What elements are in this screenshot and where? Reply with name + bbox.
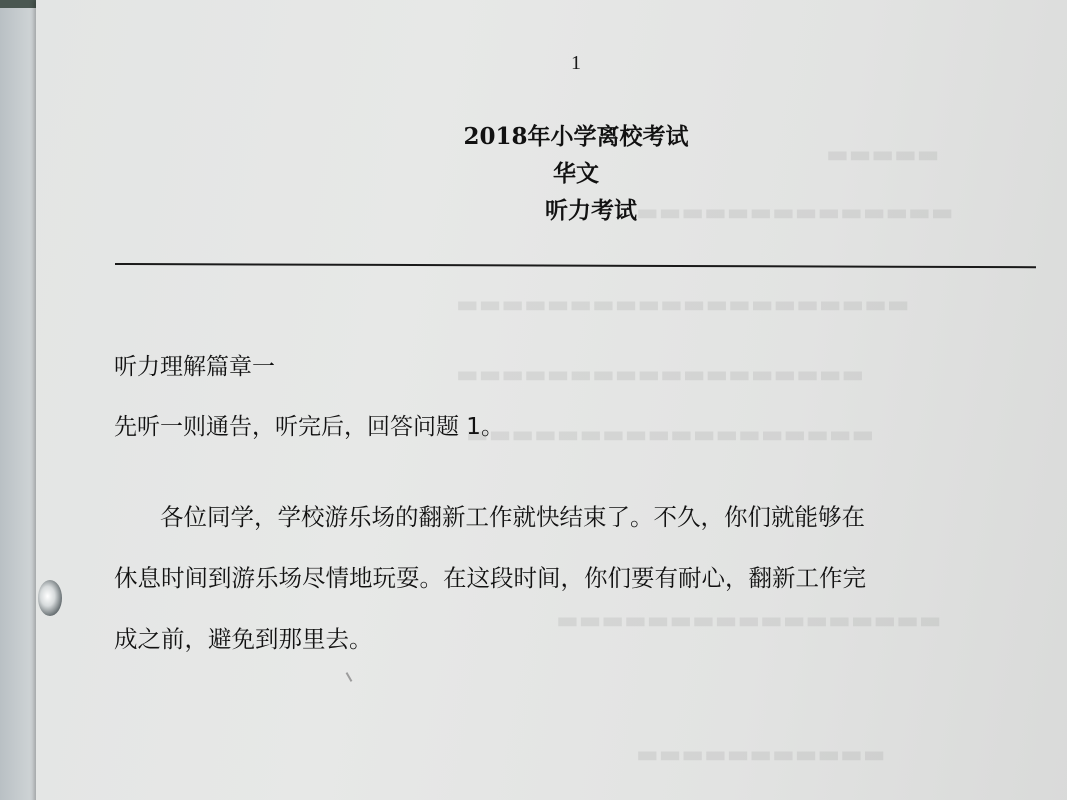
pencil-mark <box>346 672 353 682</box>
exam-title-block <box>416 118 736 229</box>
passage-line: 休息时间到游乐场尽情地玩耍。在这段时间，你们要有耐心，翻新工作完 <box>114 564 866 592</box>
show-through-texture: ▬▬▬▬▬▬▬▬▬▬▬▬▬▬▬▬▬▬ <box>456 360 865 388</box>
header-divider <box>115 263 1036 268</box>
show-through-texture: ▬▬▬▬▬▬▬▬▬▬▬ <box>636 740 886 768</box>
passage-line: 成之前，避免到那里去。 <box>114 625 373 653</box>
passage-text <box>114 487 1059 670</box>
binder-ring-hole <box>38 580 62 616</box>
show-through-texture: ▬▬▬▬▬▬▬▬▬▬▬▬▬▬▬▬▬▬ <box>466 420 875 448</box>
show-through-texture: ▬▬▬▬▬▬▬▬▬▬▬▬▬▬ <box>636 198 954 226</box>
subject-title: 华文 <box>553 160 599 187</box>
exam-page <box>36 0 1067 800</box>
section-instruction: 先听一则通告，听完后，回答问题 1。 <box>114 414 504 440</box>
show-through-texture: ▬▬▬▬▬ <box>826 140 940 168</box>
show-through-texture: ▬▬▬▬▬▬▬▬▬▬▬▬▬▬▬▬▬▬▬▬ <box>456 290 910 318</box>
passage-line: 各位同学，学校游乐场的翻新工作就快结束了。不久，你们就能够在 <box>160 503 865 531</box>
page-number: 1 <box>571 52 581 74</box>
show-through-texture: ▬▬▬▬▬▬▬▬▬▬▬▬▬▬▬▬▬ <box>556 606 942 634</box>
section-heading: 听力理解篇章一 <box>114 354 275 380</box>
exam-title: 2018年小学离校考试 <box>463 123 689 150</box>
paper-title: 听力考试 <box>545 197 637 224</box>
